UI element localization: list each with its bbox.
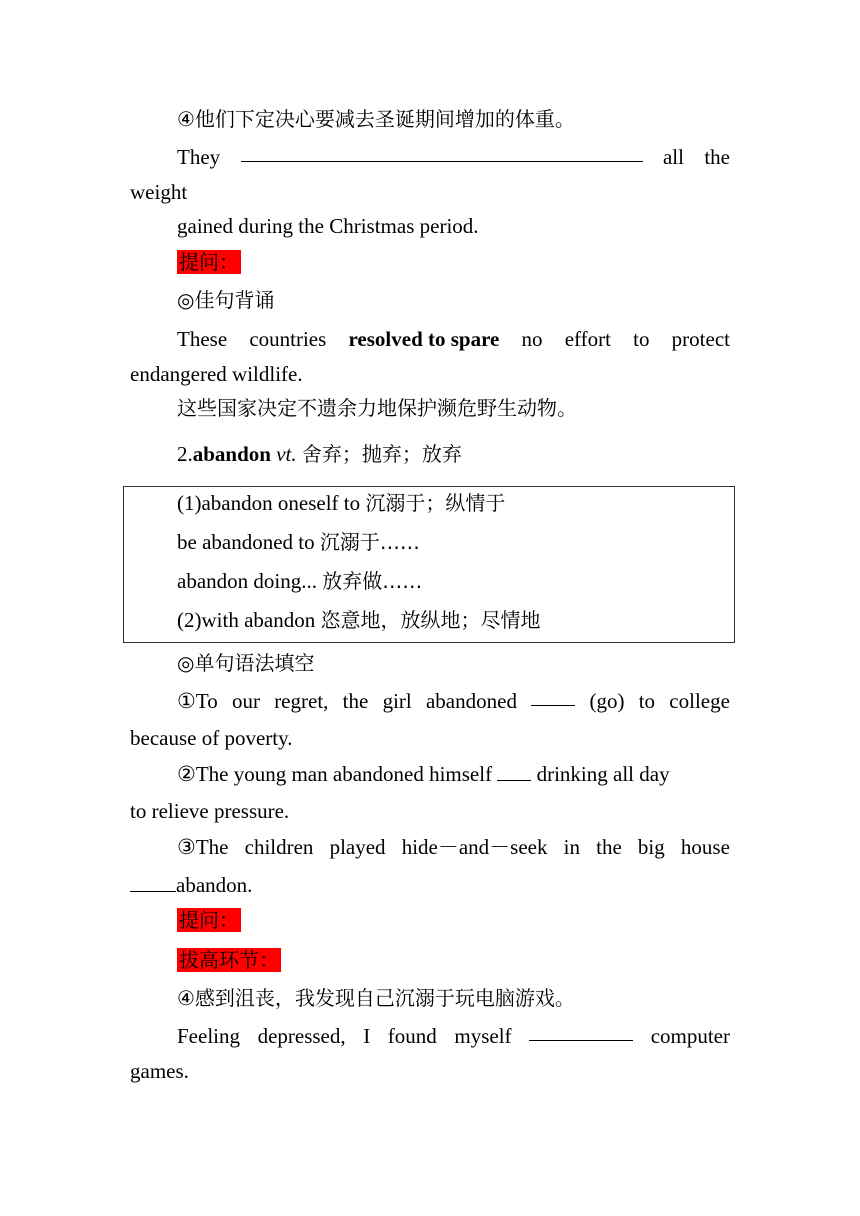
key-phrase: resolved to spare <box>348 327 500 351</box>
part-of-speech: vt. <box>276 442 297 466</box>
exercise-4-english-line3: gained during the Christmas period. <box>177 214 479 238</box>
phrase-line-2: be abandoned to 沉溺于…… <box>177 530 420 554</box>
exercise-4-english-line2: weight <box>130 180 188 204</box>
answer-blank[interactable] <box>241 142 643 162</box>
bagao-highlight: 拔高环节： <box>179 948 279 972</box>
phrase-line-1: (1)abandon oneself to 沉溺于；纵情于 <box>177 491 506 515</box>
question-2-line1: ②The young man abandoned himself drinking all day <box>177 762 670 786</box>
question-4-line1: Feeling depressed, I found myself computer <box>177 1021 730 1051</box>
answer-blank[interactable] <box>531 686 575 706</box>
answer-blank[interactable] <box>497 761 531 781</box>
jiaju-english-line1: These countries resolved to spare no effort to protect <box>177 324 730 354</box>
question-1-line1: ①To our regret, the girl abandoned (go) to college <box>177 686 730 716</box>
question-3-line2: abandon. <box>130 870 730 900</box>
phrase-line-4: (2)with abandon 恣意地，放纵地；尽情地 <box>177 608 541 632</box>
question-label <box>177 247 730 277</box>
exercise-4-english-line1: They all the <box>177 142 730 172</box>
advanced-label <box>177 945 730 975</box>
jiaju-heading: ◎佳句背诵 <box>177 288 275 312</box>
question-2-line2: to relieve pressure. <box>130 799 290 823</box>
answer-blank[interactable] <box>529 1021 633 1041</box>
question-4-chinese: ④感到沮丧，我发现自己沉溺于玩电脑游戏。 <box>177 986 575 1010</box>
tiwen-highlight: 提问： <box>179 908 239 932</box>
jiaju-chinese: 这些国家决定不遗余力地保护濒危野生动物。 <box>177 396 577 420</box>
question-1-line2: because of poverty. <box>130 726 293 750</box>
jiaju-english-line2: endangered wildlife. <box>130 362 303 386</box>
phrase-line-3: abandon doing... 放弃做…… <box>177 569 423 593</box>
word-meaning: 舍弃；抛弃；放弃 <box>301 442 462 466</box>
vocab-entry-abandon: 2.abandon vt. 舍弃；抛弃；放弃 <box>177 442 462 466</box>
question-3-line1: ③The children played hide－and－seek in the big house <box>177 835 730 859</box>
tiwen-highlight: 提问： <box>179 250 239 274</box>
headword: abandon <box>192 442 271 466</box>
answer-blank[interactable] <box>130 872 176 892</box>
question-4-line2: games. <box>130 1059 189 1083</box>
grammar-heading: ◎单句语法填空 <box>177 651 315 675</box>
question-label-2 <box>177 905 730 935</box>
exercise-4-chinese: ④他们下定决心要减去圣诞期间增加的体重。 <box>177 107 575 131</box>
